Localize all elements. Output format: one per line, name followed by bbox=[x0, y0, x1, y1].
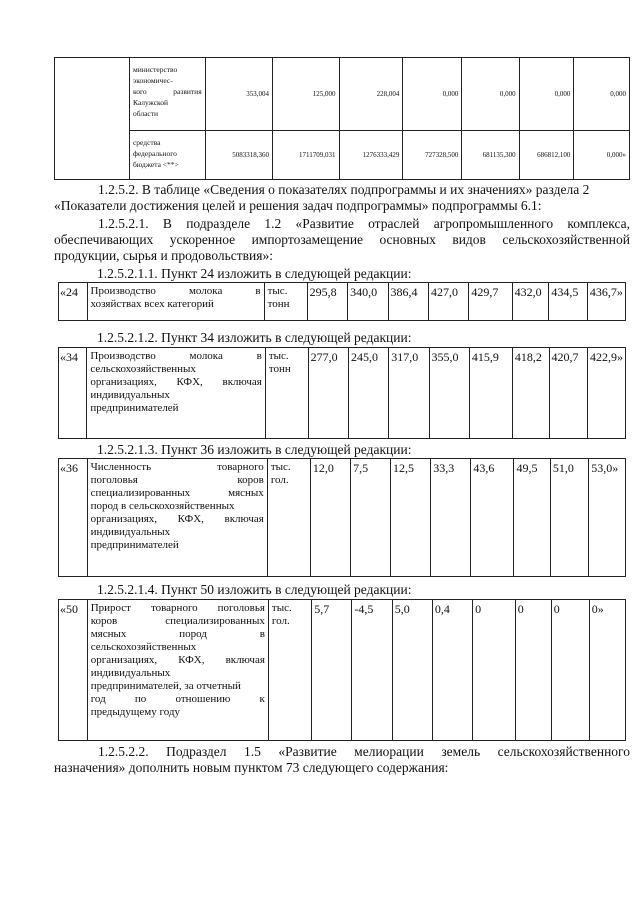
value-cell: 681135,300 bbox=[462, 131, 519, 180]
indicator-name-line: предпринимателей bbox=[90, 402, 179, 414]
para-line: 1.2.5.2.2. Подраздел 1.5 «Развитие мелиорации земель сельскохозяйственного bbox=[98, 744, 630, 759]
value-cell: 1711709,031 bbox=[273, 131, 339, 180]
para-line: 1.2.5.2.1. В подразделе 1.2 «Развитие отраслей агропромышленного комплекса, bbox=[98, 216, 630, 231]
indicator-name-line: коров специализированных bbox=[90, 615, 265, 627]
item-mark: «34 bbox=[59, 348, 87, 439]
item-24-table bbox=[58, 282, 626, 321]
indicator-value: 386,4 bbox=[388, 283, 428, 321]
financing-row-ministry bbox=[55, 58, 630, 131]
indicator-value: 5,0 bbox=[392, 600, 432, 741]
indicator-value: 0 bbox=[473, 600, 516, 741]
unit-line: гол. bbox=[271, 615, 290, 627]
indicator-value: 355,0 bbox=[429, 348, 469, 439]
item-34-table bbox=[58, 347, 626, 439]
indicator-name-line: сельскохозяйственных bbox=[90, 641, 197, 653]
indicator-value: 0» bbox=[589, 600, 625, 741]
paragraph-subsection-1-5 bbox=[54, 744, 630, 776]
indicator-value: 12,0 bbox=[310, 459, 350, 577]
value-cell: 0,000 bbox=[519, 58, 574, 131]
item-mark: «24 bbox=[59, 283, 88, 321]
indicator-name-line: организациях, КФХ, включая bbox=[90, 376, 262, 388]
indicator-value: 436,7» bbox=[587, 283, 625, 321]
indicator-name-line: предыдущему году bbox=[90, 706, 180, 718]
indicator-name-line: сельскохозяйственных bbox=[90, 363, 196, 375]
indicator-value: 317,0 bbox=[389, 348, 429, 439]
paragraph-table-changes bbox=[54, 182, 630, 214]
indicator-name-line: Производство молока в bbox=[90, 350, 262, 362]
indicator-value: 33,3 bbox=[431, 459, 471, 577]
source-line: кого развития bbox=[132, 87, 202, 96]
source-line: бюджета <**> bbox=[132, 160, 179, 169]
para-line: «Показатели достижения целей и решения задач подпрограммы» подпрограммы 6.1: bbox=[54, 198, 542, 213]
para-line: продукции, сырья и продовольствия»: bbox=[54, 248, 273, 263]
indicator-value: 0,4 bbox=[432, 600, 472, 741]
indicator-value: 0 bbox=[551, 600, 589, 741]
para-line: 1.2.5.2. В таблице «Сведения о показателях подпрограммы и их значениях» раздела 2 bbox=[98, 182, 590, 197]
indicator-value: 420,7 bbox=[549, 348, 587, 439]
unit-line: тонн bbox=[268, 363, 291, 375]
indicator-name-line: предпринимателей bbox=[90, 539, 179, 551]
indicator-name-line: Производство молока в bbox=[90, 285, 261, 297]
item-34-row bbox=[59, 348, 626, 439]
source-line: области bbox=[132, 109, 159, 118]
indicator-name-line: хозяйствах всех категорий bbox=[90, 298, 214, 310]
value-cell: 686812,100 bbox=[519, 131, 574, 180]
indicator-name-line: год по отношению к bbox=[90, 693, 265, 705]
indicator-name-line: организациях, КФХ, включая bbox=[90, 513, 264, 525]
heading-item-36: 1.2.5.2.1.3. Пункт 36 изложить в следующей редакции: bbox=[97, 442, 412, 457]
heading-item-34: 1.2.5.2.1.2. Пункт 34 изложить в следующей редакции: bbox=[97, 330, 412, 345]
indicator-name-line: индивидуальных bbox=[90, 389, 170, 401]
value-cell: 0,000 bbox=[403, 58, 462, 131]
unit-line: тыс. bbox=[271, 602, 292, 614]
source-line: средства bbox=[132, 138, 161, 147]
indicator-value: 415,9 bbox=[469, 348, 512, 439]
value-cell: 727328,500 bbox=[403, 131, 462, 180]
unit-line: тыс. bbox=[268, 350, 289, 362]
indicator-value: 245,0 bbox=[348, 348, 388, 439]
indicator-value: 53,0» bbox=[589, 459, 626, 577]
indicator-name-line: индивидуальных bbox=[90, 667, 171, 679]
indicator-value: 429,7 bbox=[469, 283, 512, 321]
source-line: министерство bbox=[132, 65, 178, 74]
indicator-value: 295,8 bbox=[307, 283, 347, 321]
value-cell: 0,000 bbox=[462, 58, 519, 131]
value-cell: 353,004 bbox=[205, 58, 272, 131]
indicator-value: 277,0 bbox=[308, 348, 348, 439]
indicator-value: 43,6 bbox=[471, 459, 514, 577]
financing-table bbox=[54, 57, 630, 180]
unit-line: тыс. bbox=[267, 285, 288, 297]
indicator-name-line: пород в сельскохозяйственных bbox=[90, 500, 235, 512]
indicator-value: 427,0 bbox=[428, 283, 468, 321]
indicator-value: 422,9» bbox=[587, 348, 625, 439]
item-mark: «36 bbox=[59, 459, 88, 577]
financing-row-federal bbox=[55, 131, 630, 180]
indicator-name-line: Численность товарного bbox=[90, 461, 264, 473]
indicator-name-line: предпринимателей, за отчетный bbox=[90, 680, 241, 692]
value-cell: 125,000 bbox=[273, 58, 339, 131]
indicator-value: 0 bbox=[515, 600, 551, 741]
indicator-name-line: индивидуальных bbox=[90, 526, 171, 538]
indicator-value: 340,0 bbox=[348, 283, 388, 321]
source-line: федерального bbox=[132, 149, 177, 158]
indicator-value: 51,0 bbox=[550, 459, 588, 577]
value-cell: 228,004 bbox=[339, 58, 403, 131]
item-36-table bbox=[58, 458, 626, 577]
value-cell: 0,000» bbox=[574, 131, 630, 180]
para-line: обеспечивающих ускоренное импортозамещение основных видов сельскохозяйственной bbox=[54, 232, 630, 247]
unit-line: гол. bbox=[270, 474, 289, 486]
value-cell: 5083318,360 bbox=[205, 131, 272, 180]
indicator-name-line: поголовья коров bbox=[90, 474, 264, 486]
source-line: экономичес- bbox=[132, 76, 173, 85]
unit-line: тонн bbox=[267, 298, 290, 310]
indicator-value: 7,5 bbox=[351, 459, 391, 577]
item-50-table bbox=[58, 599, 626, 741]
para-line: назначения» дополнить новым пунктом 73 следующего содержания: bbox=[54, 760, 449, 775]
item-mark: «50 bbox=[59, 600, 88, 741]
item-24-row bbox=[59, 283, 626, 321]
indicator-value: 12,5 bbox=[391, 459, 431, 577]
unit-line: тыс. bbox=[270, 461, 291, 473]
indicator-value: 418,2 bbox=[512, 348, 549, 439]
indicator-name-line: организациях, КФХ, включая bbox=[90, 654, 265, 666]
indicator-name-line: Прирост товарного поголовья bbox=[90, 602, 265, 614]
heading-item-50: 1.2.5.2.1.4. Пункт 50 изложить в следующей редакции: bbox=[97, 582, 412, 597]
indicator-value: 5,7 bbox=[312, 600, 352, 741]
value-cell: 0,000 bbox=[574, 58, 630, 131]
indicator-value: 432,0 bbox=[512, 283, 549, 321]
heading-item-24: 1.2.5.2.1.1. Пункт 24 изложить в следующей редакции: bbox=[97, 266, 412, 281]
indicator-name-line: специализированных мясных bbox=[90, 487, 264, 499]
source-line: Калужской bbox=[132, 98, 169, 107]
indicator-value: 49,5 bbox=[514, 459, 550, 577]
indicator-name-line: мясных пород в bbox=[90, 628, 265, 640]
item-36-row bbox=[59, 459, 626, 577]
indicator-value: 434,5 bbox=[549, 283, 588, 321]
indicator-value: -4,5 bbox=[352, 600, 392, 741]
paragraph-subsection-1-2 bbox=[54, 216, 630, 264]
value-cell: 1276333,429 bbox=[339, 131, 403, 180]
item-50-row bbox=[59, 600, 626, 741]
